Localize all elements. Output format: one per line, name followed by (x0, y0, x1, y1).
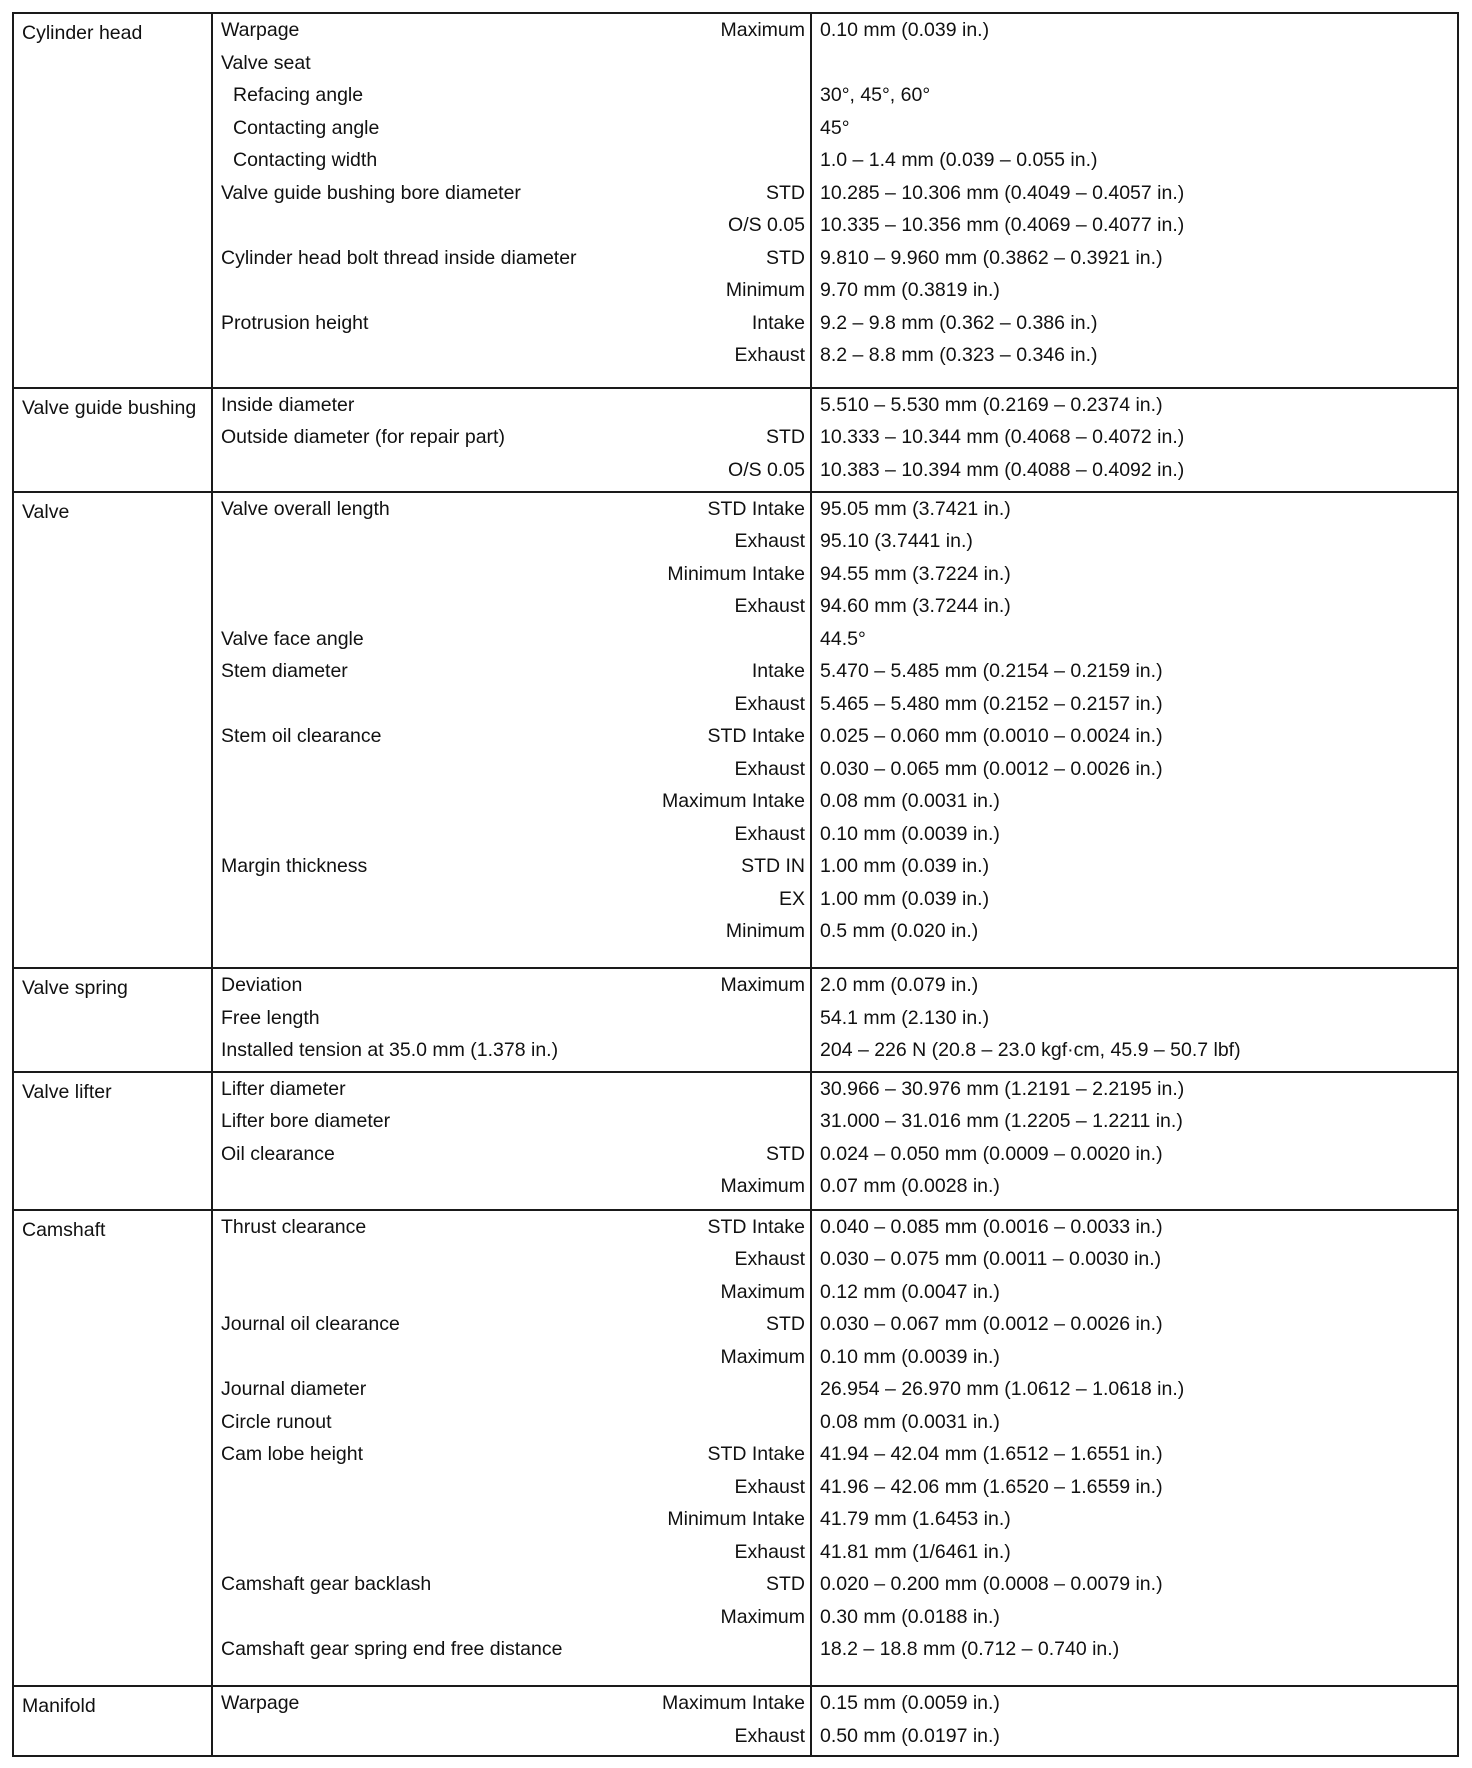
spec-value: 0.08 mm (0.0031 in.) (820, 790, 1000, 813)
spec-value: 41.79 mm (1.6453 in.) (820, 1508, 1011, 1531)
section-row (13, 13, 1458, 388)
item-label: Journal oil clearance (221, 1313, 400, 1336)
section-row (13, 968, 1458, 1072)
spec-value: 94.55 mm (3.7224 in.) (820, 562, 1011, 585)
item-label: Contacting width (233, 149, 378, 171)
spec-value: 0.020 – 0.200 mm (0.0008 – 0.0079 in.) (820, 1573, 1163, 1596)
spec-value: 95.05 mm (3.7421 in.) (820, 497, 1011, 520)
item-line (213, 1633, 810, 1666)
item-label: Lifter diameter (221, 1077, 346, 1100)
item-label: Thrust clearance (221, 1215, 367, 1238)
item-condition: Exhaust (734, 692, 805, 715)
section-name: Valve lifter (22, 1080, 112, 1103)
item-condition: STD (766, 181, 805, 204)
item-condition: Exhaust (734, 822, 805, 845)
spec-value: 41.81 mm (1/6461 in.) (820, 1540, 1011, 1563)
item-condition: Maximum (720, 1280, 805, 1303)
spec-value: 0.030 – 0.067 mm (0.0012 – 0.0026 in.) (820, 1313, 1163, 1336)
spec-value: 0.30 mm (0.0188 in.) (820, 1605, 1000, 1628)
spec-value: 10.333 – 10.344 mm (0.4068 – 0.4072 in.) (820, 426, 1185, 449)
spec-value: 5.470 – 5.485 mm (0.2154 – 0.2159 in.) (820, 660, 1163, 683)
spec-value: 18.2 – 18.8 mm (0.712 – 0.740 in.) (820, 1638, 1120, 1661)
section-row (13, 1210, 1458, 1687)
item-label: Camshaft gear spring end free distance (221, 1638, 563, 1661)
section-row (13, 1072, 1458, 1210)
spec-value: 95.10 (3.7441 in.) (820, 530, 973, 553)
item-line (213, 454, 810, 487)
spec-value: 0.030 – 0.065 mm (0.0012 – 0.0026 in.) (820, 757, 1163, 780)
item-condition: Maximum (720, 1175, 805, 1198)
item-condition: EX (778, 887, 805, 910)
item-condition: Maximum Intake (661, 790, 805, 813)
item-line (213, 915, 810, 948)
spec-value: 5.465 – 5.480 mm (0.2152 – 0.2157 in.) (820, 692, 1163, 715)
item-line (213, 1002, 810, 1035)
item-line (213, 209, 810, 242)
spec-value: 204 – 226 N (20.8 – 23.0 kgf·cm, 45.9 – 50.7 lbf) (820, 1039, 1241, 1062)
item-line (213, 1503, 810, 1536)
item-condition: STD (766, 1573, 805, 1596)
item-condition: STD (766, 1313, 805, 1336)
spec-value (812, 47, 1457, 80)
value-cell (811, 492, 1458, 969)
item-condition: Exhaust (734, 530, 805, 553)
spec-value: 0.15 mm (0.0059 in.) (820, 1692, 1000, 1715)
item-label: Valve guide bushing bore diameter (221, 181, 521, 204)
spec-value: 0.08 mm (0.0031 in.) (820, 1410, 1000, 1433)
item-line (213, 818, 810, 851)
item-line (213, 1105, 810, 1138)
item-condition: STD Intake (707, 1443, 805, 1466)
item-condition: Exhaust (734, 757, 805, 780)
item-cell (212, 492, 811, 969)
spec-value: 1.0 – 1.4 mm (0.039 – 0.055 in.) (820, 149, 1098, 171)
item-cell (212, 1210, 811, 1687)
item-condition: Intake (751, 311, 805, 334)
section-name: Cylinder head (22, 22, 143, 44)
spec-value: 0.025 – 0.060 mm (0.0010 – 0.0024 in.) (820, 725, 1163, 748)
spec-value: 26.954 – 26.970 mm (1.0612 – 1.0618 in.) (820, 1378, 1185, 1401)
item-line (213, 144, 810, 177)
item-line (213, 1536, 810, 1569)
item-line (213, 1034, 810, 1067)
section-name: Camshaft (22, 1218, 106, 1241)
item-line (213, 177, 810, 210)
spec-value: 45° (820, 116, 850, 139)
section-cell (13, 13, 212, 388)
item-condition: STD (766, 1142, 805, 1165)
item-condition: Minimum (725, 920, 805, 943)
item-label: Margin thickness (221, 855, 368, 878)
spec-value: 94.60 mm (3.7244 in.) (820, 595, 1011, 618)
item-condition: STD Intake (707, 497, 805, 520)
item-condition: Exhaust (734, 344, 805, 366)
spec-value: 0.030 – 0.075 mm (0.0011 – 0.0030 in.) (820, 1248, 1162, 1271)
value-cell (811, 968, 1458, 1072)
item-line (213, 883, 810, 916)
item-line (213, 1438, 810, 1471)
item-line (213, 525, 810, 558)
item-line (213, 1471, 810, 1504)
item-line (213, 688, 810, 721)
section-name: Manifold (22, 1695, 96, 1718)
item-condition: O/S 0.05 (728, 458, 805, 481)
item-line (213, 1276, 810, 1309)
item-cell (212, 968, 811, 1072)
section-name: Valve guide bushing (22, 396, 197, 419)
item-line (213, 1170, 810, 1203)
item-condition: Maximum (720, 1345, 805, 1368)
spec-value: 30°, 45°, 60° (820, 84, 931, 106)
spec-value: 0.12 mm (0.0047 in.) (820, 1280, 1000, 1303)
spec-value: 0.024 – 0.050 mm (0.0009 – 0.0020 in.) (820, 1142, 1163, 1165)
item-line (213, 79, 810, 112)
item-condition: O/S 0.05 (728, 214, 805, 236)
item-label: Cylinder head bolt thread inside diameter (221, 246, 577, 269)
section-cell (13, 1072, 212, 1210)
spec-value: 0.50 mm (0.0197 in.) (820, 1724, 1000, 1747)
item-label: Cam lobe height (221, 1443, 364, 1466)
spec-value: 8.2 – 8.8 mm (0.323 – 0.346 in.) (820, 344, 1098, 366)
item-line (213, 1406, 810, 1439)
item-line (213, 1243, 810, 1276)
item-label: Stem diameter (221, 660, 348, 683)
item-label: Valve overall length (221, 497, 390, 520)
section-name: Valve (22, 500, 70, 523)
section-row (13, 492, 1458, 969)
section-cell (13, 492, 212, 969)
item-condition: Intake (751, 660, 805, 683)
spec-value: 31.000 – 31.016 mm (1.2205 – 1.2211 in.) (820, 1110, 1183, 1133)
item-line (213, 242, 810, 275)
spec-value: 10.285 – 10.306 mm (0.4049 – 0.4057 in.) (820, 181, 1185, 204)
item-condition: STD (766, 426, 805, 449)
item-label: Stem oil clearance (221, 725, 382, 748)
item-label: Outside diameter (for repair part) (221, 426, 505, 449)
item-line (213, 339, 810, 372)
value-cell (811, 1686, 1458, 1756)
item-line (213, 14, 810, 47)
item-line (213, 1308, 810, 1341)
item-label: Free length (221, 1006, 320, 1029)
item-condition: Minimum Intake (667, 1508, 805, 1531)
item-line (213, 274, 810, 307)
item-label: Warpage (221, 19, 300, 41)
item-condition: STD IN (741, 855, 805, 878)
spec-value: 0.10 mm (0.0039 in.) (820, 822, 1000, 845)
item-condition: Exhaust (734, 1724, 805, 1747)
section-row (13, 1686, 1458, 1756)
item-cell (212, 1072, 811, 1210)
item-line (213, 558, 810, 591)
spec-value: 1.00 mm (0.039 in.) (820, 887, 990, 910)
item-condition: Exhaust (734, 595, 805, 618)
spec-table-body (13, 13, 1458, 1756)
item-line (213, 785, 810, 818)
item-label: Inside diameter (221, 393, 355, 416)
item-line (213, 1568, 810, 1601)
spec-value: 9.810 – 9.960 mm (0.3862 – 0.3921 in.) (820, 246, 1163, 269)
value-cell (811, 13, 1458, 388)
item-line (213, 493, 810, 526)
item-condition: Exhaust (734, 1475, 805, 1498)
item-condition: Maximum (720, 19, 805, 41)
spec-value: 41.96 – 42.06 mm (1.6520 – 1.6559 in.) (820, 1475, 1163, 1498)
section-cell (13, 388, 212, 492)
item-line (213, 421, 810, 454)
item-condition: Maximum (720, 1605, 805, 1628)
spec-value: 2.0 mm (0.079 in.) (820, 974, 979, 997)
item-label: Lifter bore diameter (221, 1110, 391, 1133)
item-line (213, 720, 810, 753)
spec-value: 54.1 mm (2.130 in.) (820, 1006, 990, 1029)
item-condition: Maximum Intake (661, 1692, 805, 1715)
item-condition: STD (766, 246, 805, 269)
spec-value: 9.2 – 9.8 mm (0.362 – 0.386 in.) (820, 311, 1098, 334)
item-condition: Exhaust (734, 1248, 805, 1271)
item-label: Contacting angle (233, 116, 380, 139)
section-cell (13, 1686, 212, 1756)
item-label: Valve face angle (221, 627, 364, 650)
item-line (213, 753, 810, 786)
item-line (213, 112, 810, 145)
item-cell (212, 1686, 811, 1756)
spec-value: 0.5 mm (0.020 in.) (820, 920, 979, 943)
item-condition: Minimum Intake (667, 562, 805, 585)
item-line (213, 47, 810, 80)
section-cell (13, 968, 212, 1072)
value-cell (811, 388, 1458, 492)
spec-value: 0.10 mm (0.039 in.) (820, 19, 990, 41)
item-label: Valve seat (221, 51, 311, 74)
section-cell (13, 1210, 212, 1687)
section-name: Valve spring (22, 977, 128, 1000)
item-line (213, 655, 810, 688)
value-cell (811, 1210, 1458, 1687)
item-label: Camshaft gear backlash (221, 1573, 432, 1596)
item-line (213, 1138, 810, 1171)
item-label: Circle runout (221, 1410, 332, 1433)
spec-value: 44.5° (820, 627, 866, 650)
value-cell (811, 1072, 1458, 1210)
item-condition: Minimum (725, 279, 805, 301)
item-label: Deviation (221, 974, 303, 997)
spec-value: 5.510 – 5.530 mm (0.2169 – 0.2374 in.) (820, 393, 1163, 416)
item-label: Refacing angle (233, 84, 364, 106)
item-line (213, 623, 810, 656)
item-line (213, 850, 810, 883)
section-row (13, 388, 1458, 492)
spec-value: 0.10 mm (0.0039 in.) (820, 1345, 1000, 1368)
spec-value: 0.07 mm (0.0028 in.) (820, 1175, 1000, 1198)
spec-value: 1.00 mm (0.039 in.) (820, 855, 990, 878)
spec-value: 10.383 – 10.394 mm (0.4088 – 0.4092 in.) (820, 458, 1185, 481)
item-line (213, 590, 810, 623)
item-line (213, 1687, 810, 1720)
item-line (213, 307, 810, 340)
spec-table (12, 12, 1459, 1757)
spec-value: 0.040 – 0.085 mm (0.0016 – 0.0033 in.) (820, 1215, 1163, 1238)
item-condition: STD Intake (707, 725, 805, 748)
item-label: Journal diameter (221, 1378, 367, 1401)
item-line (213, 1073, 810, 1106)
spec-value: 10.335 – 10.356 mm (0.4069 – 0.4077 in.) (820, 214, 1185, 236)
item-line (213, 1211, 810, 1244)
item-line (213, 969, 810, 1002)
item-condition: Exhaust (734, 1540, 805, 1563)
item-condition: STD Intake (707, 1215, 805, 1238)
item-cell (212, 388, 811, 492)
spec-value: 41.94 – 42.04 mm (1.6512 – 1.6551 in.) (820, 1443, 1163, 1466)
item-line (213, 1720, 810, 1753)
item-label: Installed tension at 35.0 mm (1.378 in.) (221, 1039, 559, 1062)
item-cell (212, 13, 811, 388)
item-line (213, 1341, 810, 1374)
item-label: Warpage (221, 1692, 300, 1715)
item-label: Oil clearance (221, 1142, 335, 1165)
spec-value: 9.70 mm (0.3819 in.) (820, 279, 1000, 301)
item-line (213, 1601, 810, 1634)
item-condition: Maximum (720, 974, 805, 997)
spec-value: 30.966 – 30.976 mm (1.2191 – 2.2195 in.) (820, 1077, 1185, 1100)
item-line (213, 1373, 810, 1406)
item-label: Protrusion height (221, 311, 369, 334)
item-line (213, 389, 810, 422)
